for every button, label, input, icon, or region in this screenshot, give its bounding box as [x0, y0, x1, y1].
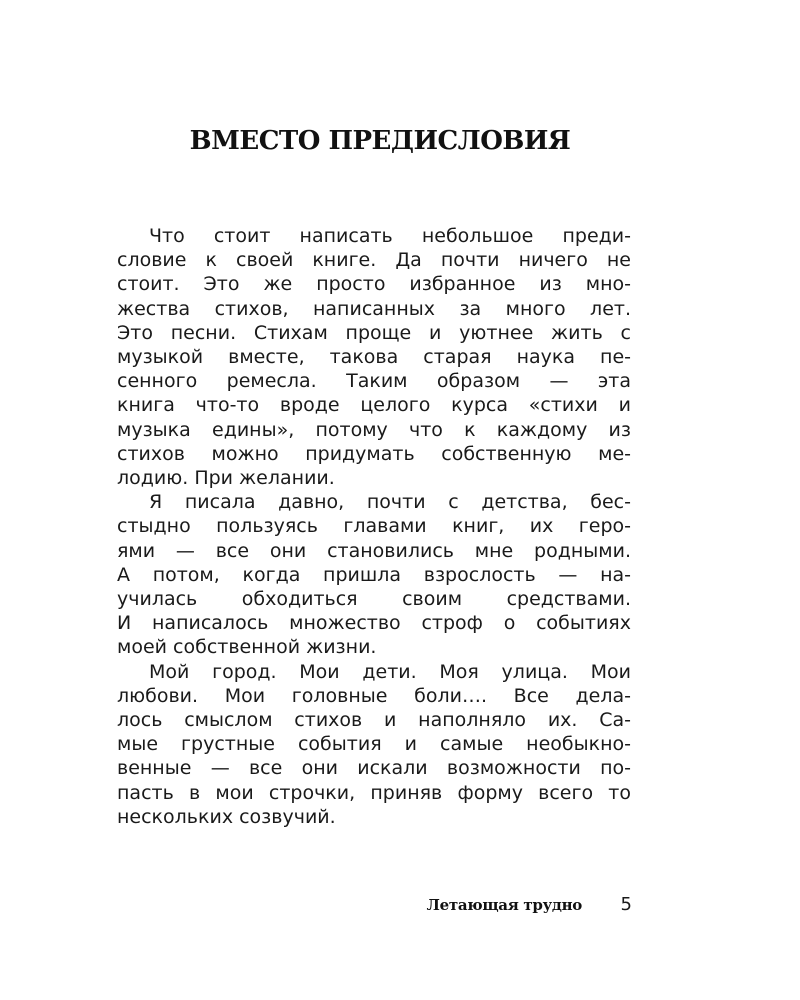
page-footer: [380, 896, 632, 922]
text-line: нескольких созвучий.: [117, 805, 336, 828]
text-line: стоит. Это же просто избранное из мно-: [117, 273, 631, 296]
text-line: пасть в мои строчки, приняв форму всего то: [117, 781, 631, 804]
text-line: стихов можно придумать собственную ме-: [117, 442, 631, 465]
text-line: сенного ремесла. Таким образом — эта: [117, 370, 631, 393]
paragraph-2: [117, 490, 631, 659]
text-line: Мой город. Мои дети. Моя улица. Мои: [149, 660, 631, 683]
text-line: музыка едины», потому что к каждому из: [117, 418, 631, 441]
running-title: Летающая трудно: [426, 896, 582, 914]
page-title: ВМЕСТО ПРЕДИСЛОВИЯ: [189, 126, 571, 156]
text-line: венные — все они искали возможности по-: [117, 757, 631, 780]
text-line: любови. Мои головные боли…. Все дела-: [117, 684, 631, 707]
paragraph-3: [117, 660, 631, 829]
page-number: 5: [620, 894, 632, 915]
text-line: училась обходиться своим средствами.: [117, 588, 631, 611]
text-line: музыкой вместе, такова старая наука пе-: [117, 346, 631, 369]
body-text: [117, 224, 631, 829]
text-line: моей собственной жизни.: [117, 636, 377, 659]
text-line: книга что-то вроде целого курса «стихи и: [117, 394, 631, 417]
text-line: лось смыслом стихов и наполняло их. Са-: [117, 709, 631, 732]
text-line: стыдно пользуясь главами книг, их геро-: [117, 515, 631, 538]
text-line: Это песни. Стихам проще и уютнее жить с: [117, 321, 631, 344]
text-line: Что стоит написать небольшое преди-: [149, 225, 631, 247]
text-line: лодию. При желании.: [117, 467, 335, 490]
text-line: Я писала давно, почти с детства, бес-: [149, 491, 631, 514]
text-line: мые грустные события и самые необыкно-: [117, 733, 631, 756]
paragraph-1: [117, 224, 631, 490]
text-line: словие к своей книге. Да почти ничего не: [117, 249, 631, 272]
text-line: А потом, когда пришла взрослость — на-: [117, 563, 631, 586]
text-line: жества стихов, написанных за много лет.: [117, 297, 631, 320]
text-line: И написалось множество строф о событиях: [117, 612, 631, 635]
text-line: ями — все они становились мне родными.: [117, 539, 631, 562]
